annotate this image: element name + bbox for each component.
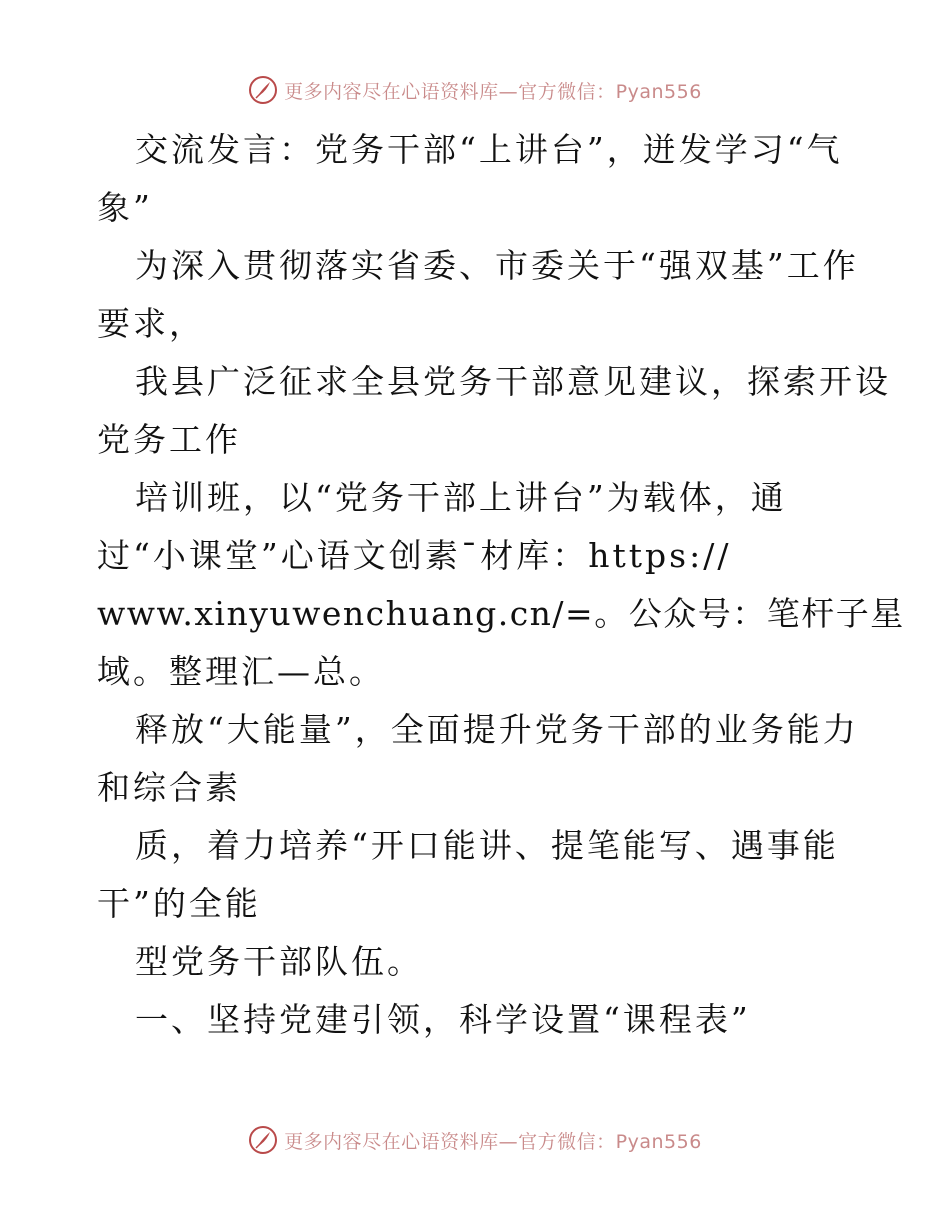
watermark-text: [284, 77, 702, 104]
watermark-text: [284, 1127, 702, 1154]
text-line: 质，着力培养“开口能讲、提笔能写、遇事能: [135, 826, 839, 865]
text-line: 干”的全能: [97, 884, 261, 923]
text-line: 释放“大能量”，全面提升党务干部的业务能力: [135, 710, 859, 749]
header-watermark: [0, 70, 950, 110]
text-line: 型党务干部队伍。: [135, 942, 423, 981]
text-line: 交流发言：党务干部“上讲台”，迸发学习“气: [135, 130, 843, 169]
text-line: 培训班，以“党务干部上讲台”为载体，通: [135, 478, 787, 517]
watermark-wechat-text: 官方微信：Pyan556: [518, 80, 702, 103]
text-line: 域。整理汇—总。: [97, 652, 385, 691]
watermark-wechat-text: 官方微信：Pyan556: [518, 1130, 702, 1153]
quill-pen-logo-icon: [248, 75, 278, 105]
quill-pen-logo-icon: [248, 1125, 278, 1155]
text-line: 象”: [97, 188, 153, 227]
text-line: 党务工作: [97, 420, 241, 459]
text-line: www.xinyuwenchuang.cn/=。公众号：笔杆子星: [97, 594, 905, 633]
text-line: 为深入贯彻落实省委、市委关于“强双基”工作: [135, 246, 859, 285]
text-line: 我县广泛征求全县党务干部意见建议，探索开设: [135, 362, 891, 401]
text-line: 和综合素: [97, 768, 241, 807]
watermark-site-text: 更多内容尽在心语资料库—: [284, 1130, 519, 1153]
document-body: [97, 121, 905, 1049]
text-line: 过“小课堂”心语文创素¯材库：https://: [97, 536, 732, 575]
watermark-site-text: 更多内容尽在心语资料库—: [284, 80, 519, 103]
footer-watermark: [0, 1120, 950, 1160]
text-line: 要求，: [97, 304, 205, 343]
text-line: 一、坚持党建引领，科学设置“课程表”: [135, 1000, 751, 1039]
